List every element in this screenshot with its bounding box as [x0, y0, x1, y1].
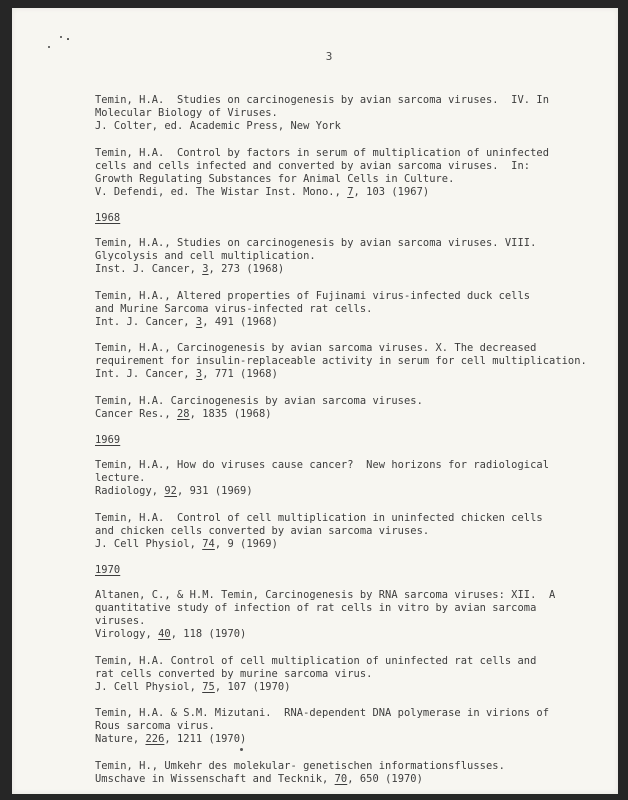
- citation-line: Temin, H.A., Carcinogenesis by avian sarcoma viruses. X. The decreased: [95, 342, 537, 354]
- year-heading: 1969: [95, 434, 121, 446]
- document-page: [12, 8, 618, 794]
- citation-line: Nature, 226, 1211 (1970): [95, 733, 247, 745]
- volume-number: 226: [145, 733, 165, 745]
- citation-line: Cancer Res., 28, 1835 (1968): [95, 407, 272, 420]
- volume-number: 92: [164, 485, 177, 497]
- citation-line: Int. J. Cancer, 3, 771 (1968): [95, 368, 278, 380]
- volume-number: 3: [195, 315, 203, 328]
- citation-line: Temin, H., Umkehr des molekular- genetischen informationsflusses.: [95, 759, 505, 772]
- citation-entry: [95, 395, 595, 421]
- citation-entry: [95, 237, 595, 276]
- citation-line: Umschave in Wissenschaft and Tecknik, 70, 650 (1970): [95, 772, 423, 785]
- year-heading: 1970: [95, 564, 121, 576]
- citation-line: Int. J. Cancer, 3, 491 (1968): [95, 315, 278, 328]
- ink-speck: [67, 38, 69, 40]
- citation-line: Temin, H.A., How do viruses cause cancer? New horizons for radiological: [95, 459, 550, 471]
- bibliography-list: [95, 94, 595, 799]
- citation-line: Temin, H.A. Control of cell multiplication in uninfected chicken cells: [95, 511, 543, 524]
- citation-line: Temin, H.A. Studies on carcinogenesis by avian sarcoma viruses. IV. In: [95, 94, 550, 106]
- citation-line: Temin, H.A. Carcinogenesis by avian sarcoma viruses.: [95, 394, 423, 407]
- ink-speck: [60, 36, 62, 38]
- citation-line: lecture.: [95, 472, 146, 484]
- citation-line: Temin, H.A., Studies on carcinogenesis by avian sarcoma viruses. VIII.: [95, 237, 537, 249]
- volume-number: 7: [347, 185, 354, 198]
- citation-line: cells and cells infected and converted by avian sarcoma viruses. In:: [95, 159, 531, 172]
- citation-line: Temin, H.A., Altered properties of Fujinami virus-infected duck cells: [95, 289, 531, 302]
- ink-speck: [48, 46, 50, 48]
- citation-line: Virology, 40, 118 (1970): [95, 628, 247, 640]
- volume-number: 3: [202, 263, 209, 275]
- citation-line: Glycolysis and cell multiplication.: [95, 250, 316, 262]
- citation-entry: [95, 459, 595, 498]
- citation-entry: [95, 760, 595, 786]
- citation-line: Radiology, 92, 931 (1969): [95, 485, 253, 497]
- citation-entry: [95, 655, 595, 694]
- citation-line: J. Colter, ed. Academic Press, New York: [95, 120, 341, 132]
- volume-number: 70: [334, 772, 348, 785]
- volume-number: 3: [195, 368, 203, 380]
- citation-line: Growth Regulating Substances for Animal Cells in Culture.: [95, 172, 455, 185]
- citation-entry: [95, 342, 595, 381]
- citation-line: viruses.: [95, 615, 146, 627]
- citation-line: Temin, H.A. Control by factors in serum of multiplication of uninfected: [95, 146, 550, 159]
- citation-line: Inst. J. Cancer, 3, 273 (1968): [95, 263, 285, 275]
- citation-line: Temin, H.A. Control of cell multiplication of uninfected rat cells and: [95, 654, 537, 667]
- citation-line: Molecular Biology of Viruses.: [95, 107, 278, 119]
- citation-line: Temin, H.A. & S.M. Mizutani. RNA-dependent DNA polymerase in virions of: [95, 707, 550, 719]
- citation-line: Altanen, C., & H.M. Temin, Carcinogenesis by RNA sarcoma viruses: XII. A: [95, 589, 556, 601]
- citation-entry: [95, 94, 595, 133]
- volume-number: 28: [176, 407, 190, 420]
- citation-entry: [95, 512, 595, 551]
- citation-line: J. Cell Physiol, 74, 9 (1969): [95, 537, 278, 550]
- citation-line: V. Defendi, ed. The Wistar Inst. Mono., 7, 103 (1967): [95, 185, 430, 198]
- year-heading: 1968: [95, 212, 121, 224]
- citation-entry: [95, 290, 595, 329]
- ink-dot: [240, 748, 243, 751]
- citation-line: rat cells converted by murine sarcoma virus.: [95, 667, 373, 680]
- citation-line: quantitative study of infection of rat cells in vitro by avian sarcoma: [95, 602, 537, 614]
- citation-entry: [95, 589, 595, 641]
- citation-entry: [95, 707, 595, 746]
- citation-line: and chicken cells converted by avian sarcoma viruses.: [95, 524, 430, 537]
- citation-line: requirement for insulin-replaceable activity in serum for cell multiplication.: [95, 355, 587, 367]
- citation-line: J. Cell Physiol, 75, 107 (1970): [95, 680, 291, 693]
- citation-line: Rous sarcoma virus.: [95, 720, 215, 732]
- volume-number: 75: [202, 680, 215, 693]
- volume-number: 40: [158, 628, 171, 640]
- citation-line: and Murine Sarcoma virus-infected rat cells.: [95, 302, 373, 315]
- volume-number: 74: [202, 537, 215, 550]
- page-number: 3: [325, 50, 333, 63]
- citation-entry: [95, 147, 595, 199]
